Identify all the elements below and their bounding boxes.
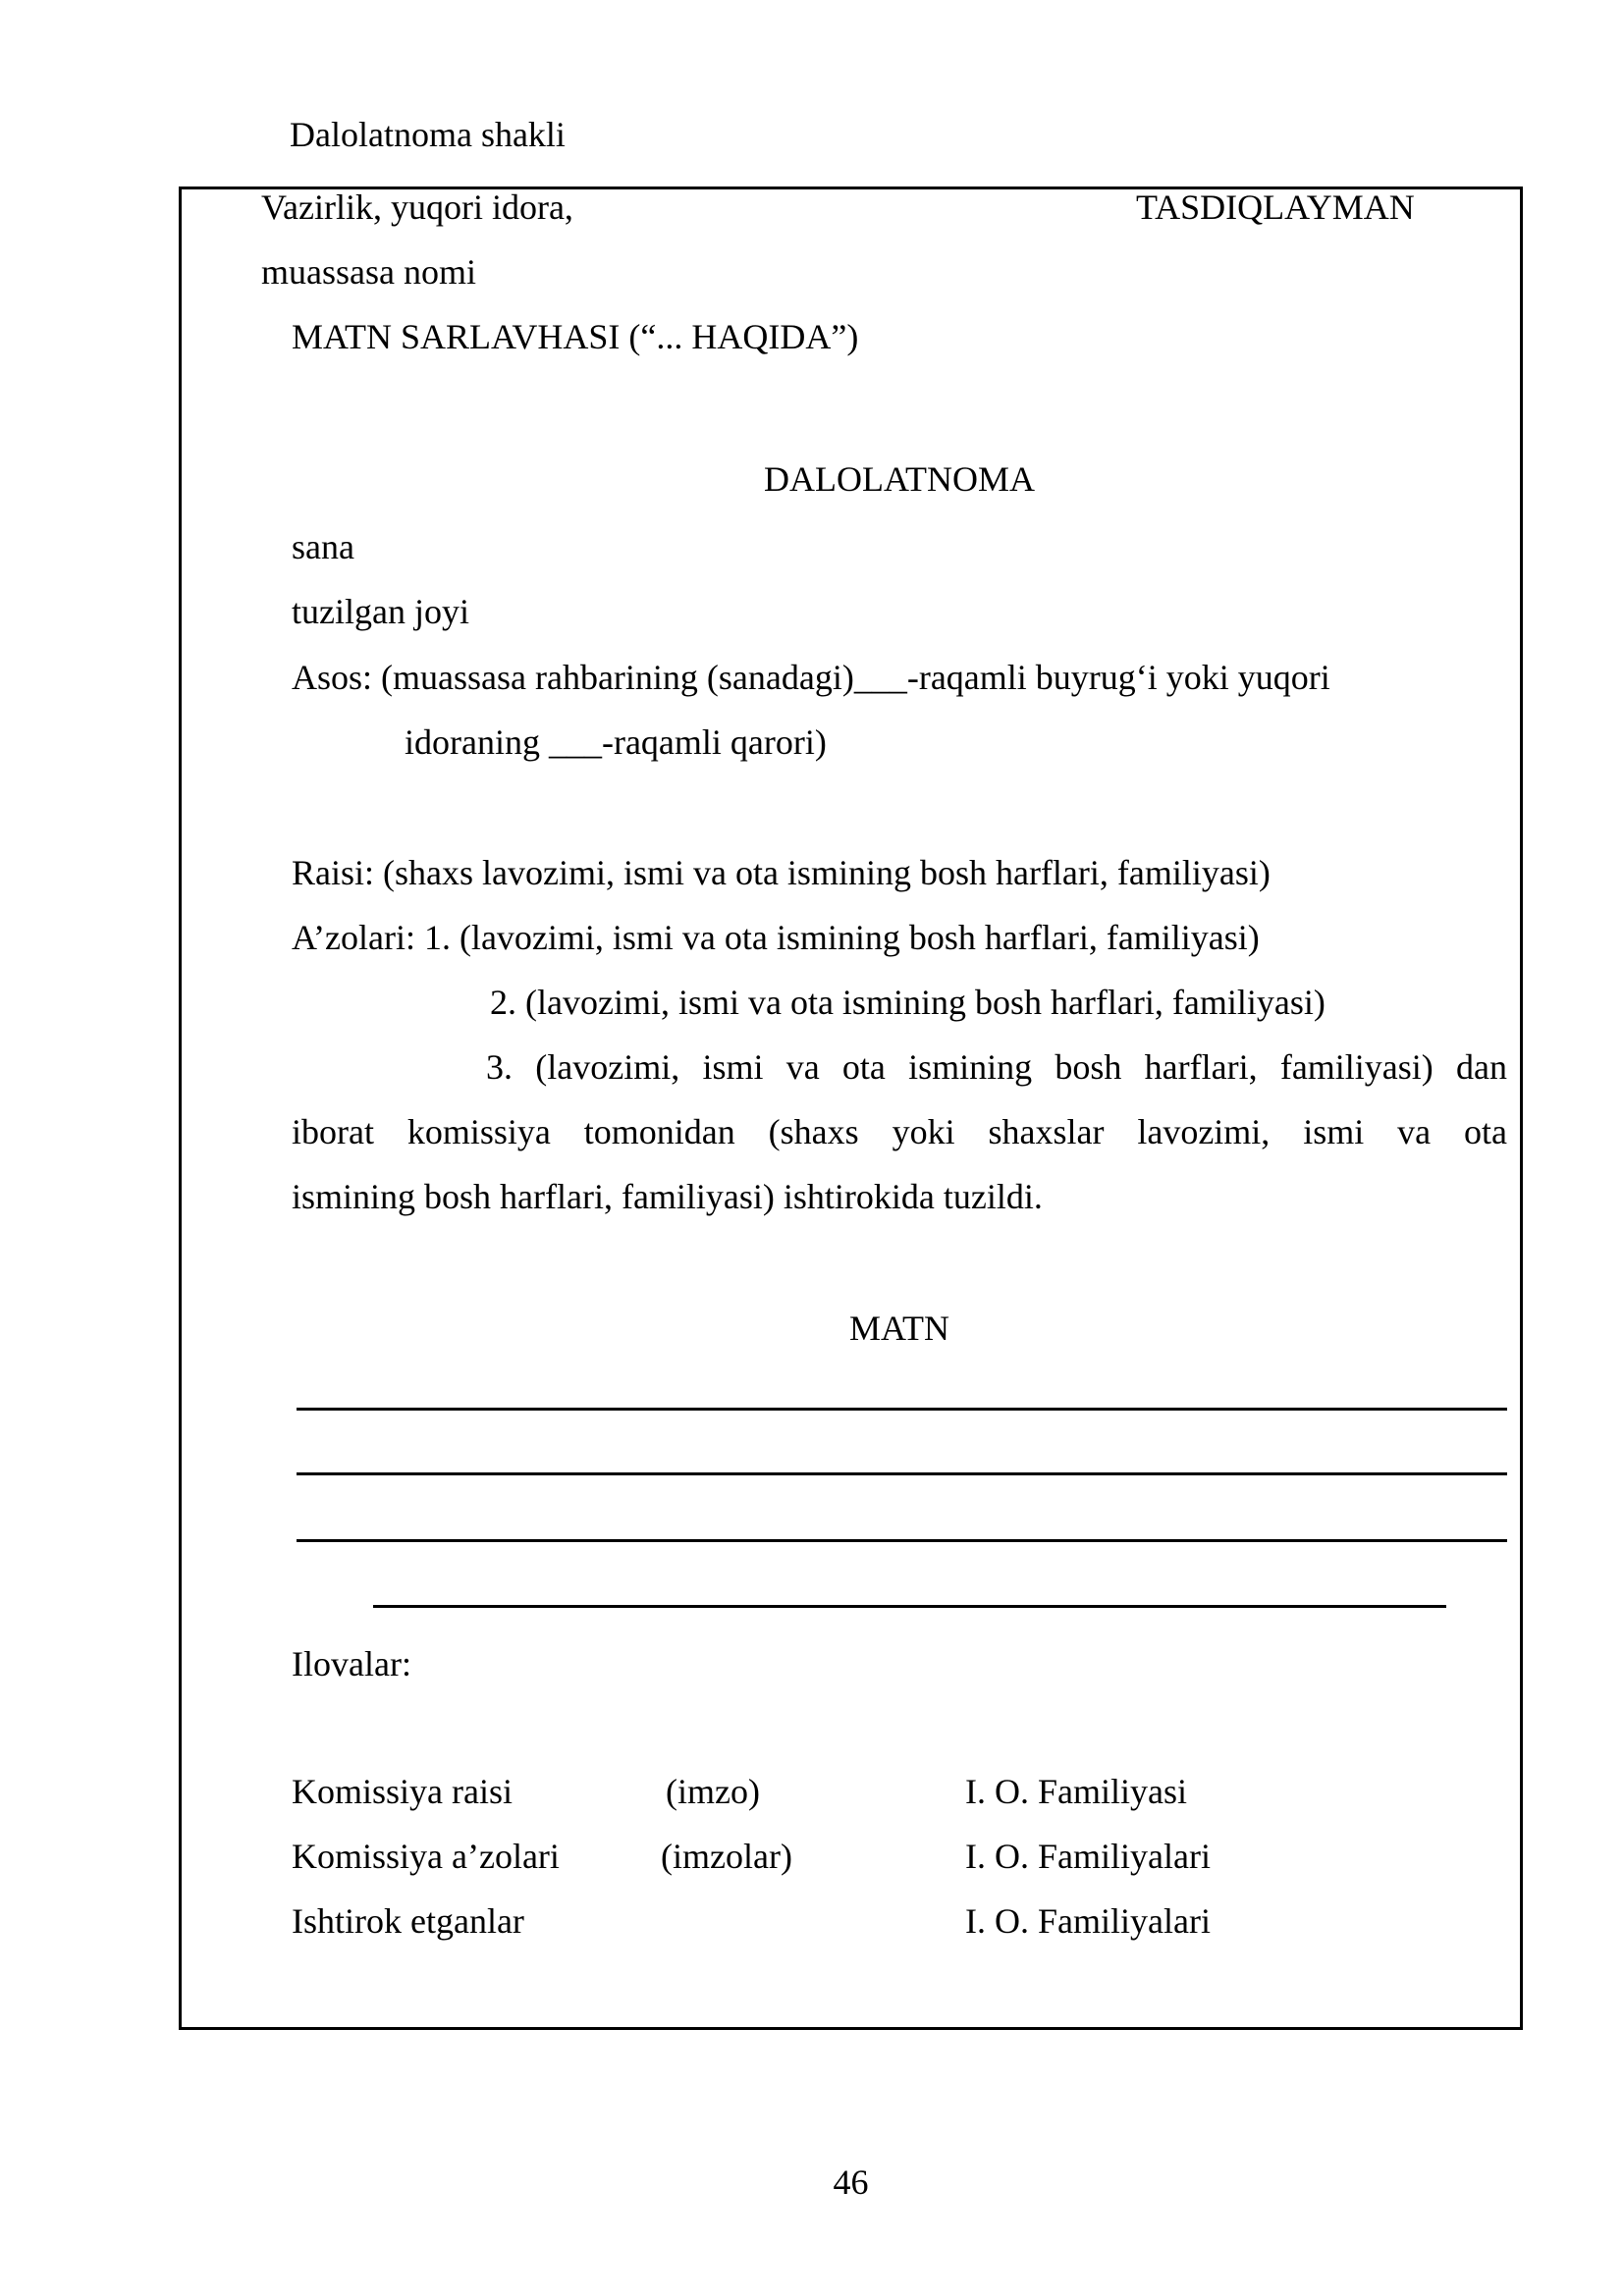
members-line-1: A’zolari: 1. (lavozimi, ismi va ota ismining bosh harflari, familiyasi) bbox=[292, 918, 1260, 957]
attachments-label: Ilovalar: bbox=[292, 1644, 411, 1683]
basis-line-1: Asos: (muassasa rahbarining (sanadagi)___-raqamli buyrug‘i yoki yuqori bbox=[292, 658, 1330, 697]
signature-role: Ishtirok etganlar bbox=[292, 1901, 524, 1941]
date-line: sana bbox=[292, 527, 354, 566]
org-name-line-1: Vazirlik, yuqori idora, bbox=[261, 187, 573, 227]
signature-sign: (imzo) bbox=[666, 1772, 760, 1811]
approval-stamp: TASDIQLAYMAN bbox=[1136, 187, 1415, 227]
matn-blank-line-1 bbox=[297, 1408, 1507, 1411]
basis-line-2: idoraning ___-raqamli qarori) bbox=[405, 722, 827, 762]
matn-heading: MATN bbox=[848, 1308, 949, 1348]
signature-sign: (imzolar) bbox=[661, 1837, 792, 1876]
chair-line: Raisi: (shaxs lavozimi, ismi va ota ismining bosh harflari, familiyasi) bbox=[292, 853, 1271, 892]
signature-name: I. O. Familiyasi bbox=[965, 1772, 1187, 1811]
doc-type-heading: DALOLATNOMA bbox=[764, 459, 1035, 499]
members-line-4: iborat komissiya tomonidan (shaxs yoki shaxslar lavozimi, ismi va ota bbox=[292, 1112, 1507, 1151]
members-line-3: 3. (lavozimi, ismi va ota ismining bosh harflari, familiyasi) dan bbox=[486, 1047, 1507, 1087]
members-line-5: ismining bosh harflari, familiyasi) ishtirokida tuzildi. bbox=[292, 1177, 1043, 1216]
signature-role: Komissiya raisi bbox=[292, 1772, 513, 1811]
signature-name: I. O. Familiyalari bbox=[965, 1901, 1211, 1941]
matn-blank-line-3 bbox=[297, 1539, 1507, 1542]
members-line-2: 2. (lavozimi, ismi va ota ismining bosh harflari, familiyasi) bbox=[490, 983, 1325, 1022]
matn-blank-line-2 bbox=[297, 1472, 1507, 1475]
page-title: Dalolatnoma shakli bbox=[290, 115, 566, 154]
signature-role: Komissiya a’zolari bbox=[292, 1837, 560, 1876]
page-number: 46 bbox=[833, 2163, 869, 2202]
subject-heading: MATN SARLAVHASI (“... HAQIDA”) bbox=[292, 317, 859, 356]
matn-blank-line-4 bbox=[373, 1605, 1446, 1608]
org-name-line-2: muassasa nomi bbox=[261, 252, 476, 292]
signature-name: I. O. Familiyalari bbox=[965, 1837, 1211, 1876]
place-line: tuzilgan joyi bbox=[292, 592, 469, 631]
